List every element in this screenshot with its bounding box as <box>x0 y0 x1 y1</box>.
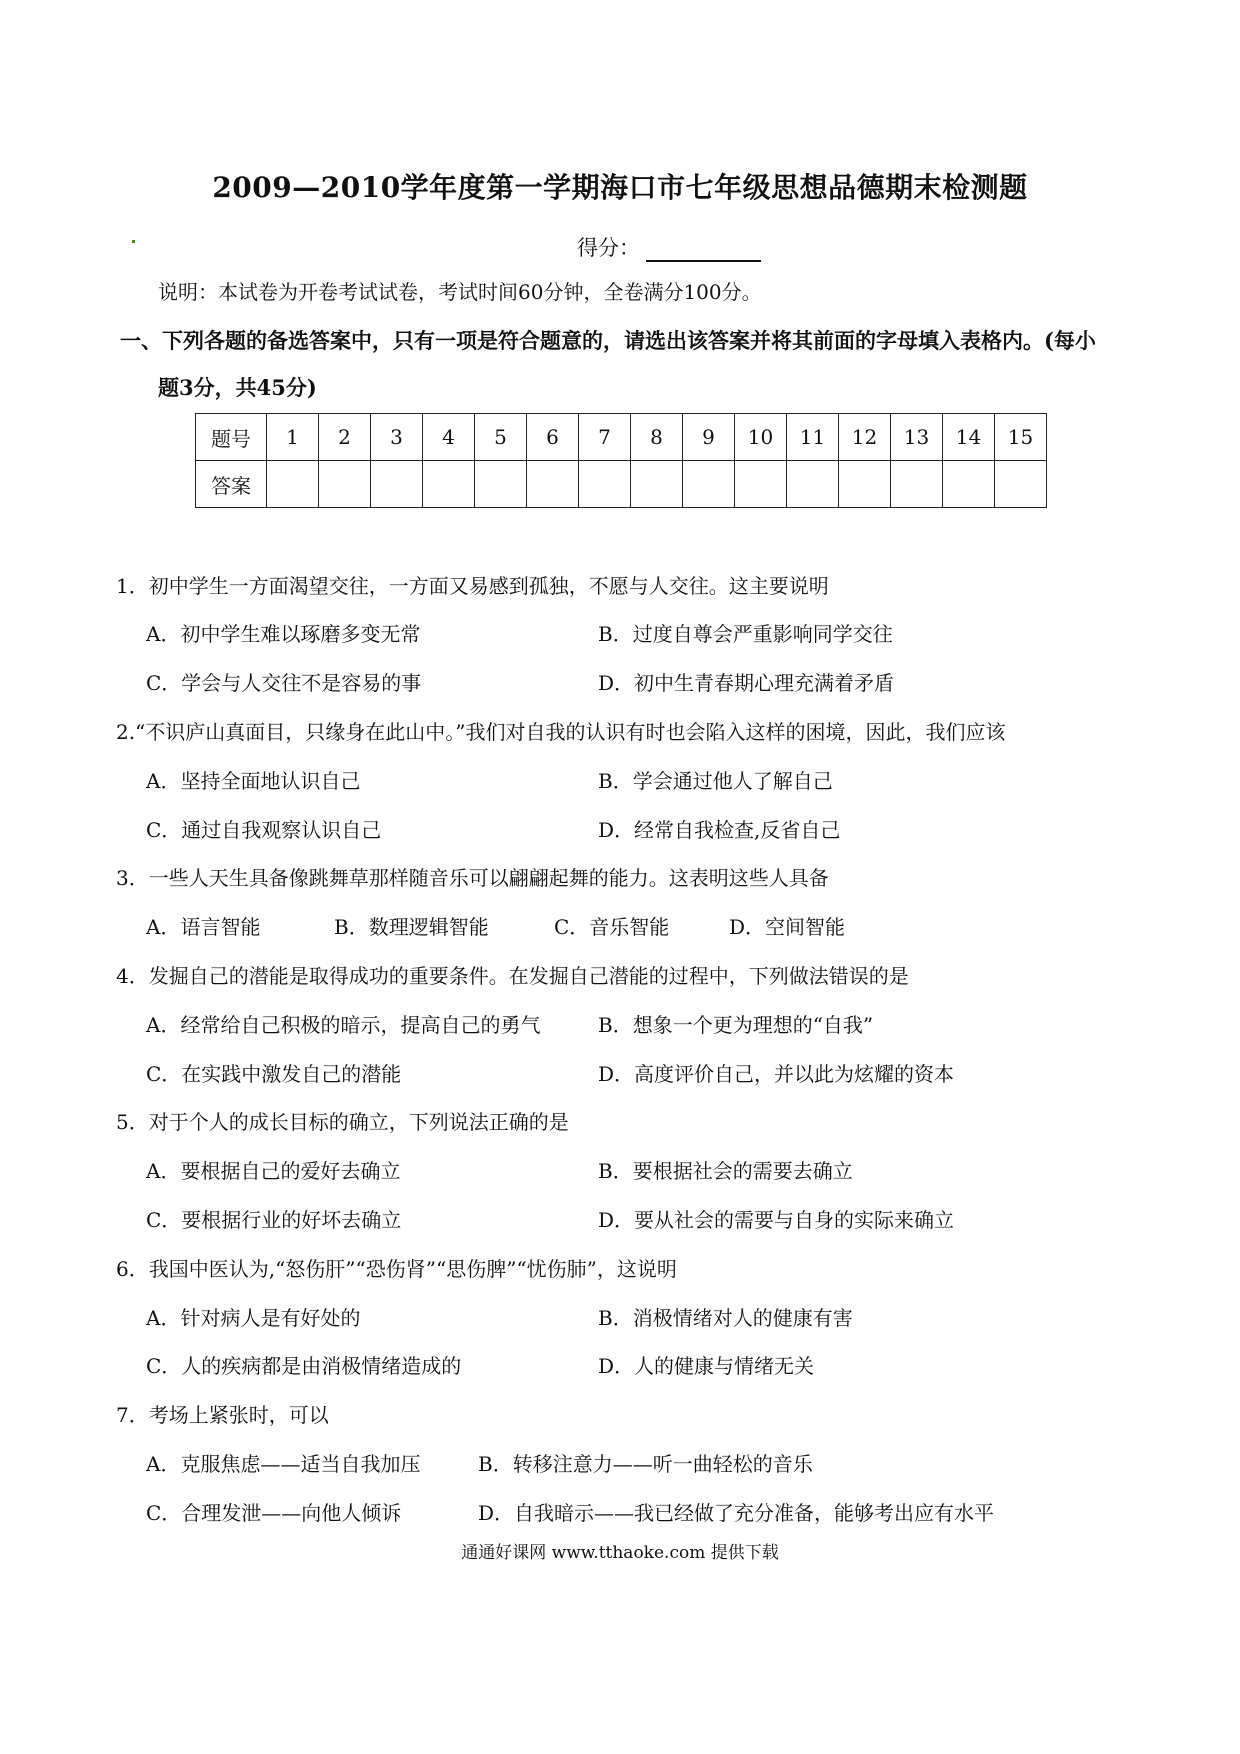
answer-cell[interactable] <box>423 461 475 508</box>
question-5-option-a: A．要根据自己的爱好去确立 <box>146 1159 401 1183</box>
exam-title: 2009—2010学年度第一学期海口市七年级思想品德期末检测题 <box>212 171 1028 204</box>
question-number-cell: 13 <box>891 414 943 461</box>
question-1-stem: 1．初中学生一方面渴望交往，一方面又易感到孤独，不愿与人交往。这主要说明 <box>116 574 829 598</box>
question-number-cell: 2 <box>319 414 371 461</box>
question-1-option-c: C．学会与人交往不是容易的事 <box>146 671 422 695</box>
question-number-cell: 6 <box>527 414 579 461</box>
answer-cell[interactable] <box>735 461 787 508</box>
exam-note: 说明：本试卷为开卷考试试卷，考试时间60分钟，全卷满分100分。 <box>158 280 762 304</box>
answer-cell[interactable] <box>683 461 735 508</box>
answer-cell[interactable] <box>267 461 319 508</box>
question-number-cell: 1 <box>267 414 319 461</box>
question-number-cell: 11 <box>787 414 839 461</box>
question-6-option-b: B．消极情绪对人的健康有害 <box>598 1306 853 1330</box>
question-3-stem: 3．一些人天生具备像跳舞草那样随音乐可以翩翩起舞的能力。这表明这些人具备 <box>116 866 829 890</box>
answer-cell[interactable] <box>475 461 527 508</box>
score-blank-line <box>646 238 761 262</box>
answer-cell[interactable] <box>371 461 423 508</box>
question-6-stem: 6．我国中医认为,“怒伤肝”“恐伤肾”“思伤脾”“忧伤肺”，这说明 <box>116 1257 677 1281</box>
question-2-stem: 2.“不识庐山真面目，只缘身在此山中。”我们对自我的认识有时也会陷入这样的困境，因此，我们应该 <box>116 720 1006 744</box>
question-5-stem: 5．对于个人的成长目标的确立，下列说法正确的是 <box>116 1110 569 1134</box>
question-1-option-b: B．过度自尊会严重影响同学交往 <box>598 622 893 646</box>
question-4-option-a: A．经常给自己积极的暗示，提高自己的勇气 <box>146 1013 541 1037</box>
question-4-option-d: D．高度评价自己，并以此为炫耀的资本 <box>598 1062 955 1086</box>
footer-source: 通通好课网 www.tthaoke.com 提供下载 <box>461 1543 779 1563</box>
question-5-option-b: B．要根据社会的需要去确立 <box>598 1159 853 1183</box>
question-2-option-c: C．通过自我观察认识自己 <box>146 818 382 842</box>
question-7-stem: 7．考场上紧张时，可以 <box>116 1403 329 1427</box>
question-4-option-b: B．想象一个更为理想的“自我” <box>598 1013 874 1037</box>
question-number-cell: 4 <box>423 414 475 461</box>
question-4-stem: 4．发掘自己的潜能是取得成功的重要条件。在发掘自己潜能的过程中，下列做法错误的是 <box>116 964 909 988</box>
question-3-option-d: D．空间智能 <box>729 915 846 939</box>
question-3-option-a: A．语言智能 <box>146 915 261 939</box>
question-2-option-d: D．经常自我检查,反省自己 <box>598 818 841 842</box>
section1-heading-line2: 题3分，共45分) <box>158 375 317 400</box>
answer-cell[interactable] <box>631 461 683 508</box>
question-number-cell: 8 <box>631 414 683 461</box>
answer-cell[interactable] <box>995 461 1047 508</box>
row-label-number: 题号 <box>196 414 267 461</box>
question-number-cell: 7 <box>579 414 631 461</box>
answer-table-number-row <box>196 414 1047 461</box>
question-5-option-c: C．要根据行业的好坏去确立 <box>146 1208 402 1232</box>
question-7-option-a: A．克服焦虑——适当自我加压 <box>146 1452 421 1476</box>
question-number-cell: 5 <box>475 414 527 461</box>
question-2-option-a: A．坚持全面地认识自己 <box>146 769 361 793</box>
question-number-cell: 12 <box>839 414 891 461</box>
answer-table-answer-row <box>196 461 1047 508</box>
question-6-option-a: A．针对病人是有好处的 <box>146 1306 361 1330</box>
answer-table <box>195 413 1047 508</box>
question-7-option-b: B．转移注意力——听一曲轻松的音乐 <box>478 1452 813 1476</box>
question-7-option-d: D．自我暗示——我已经做了充分准备，能够考出应有水平 <box>478 1501 995 1525</box>
answer-cell[interactable] <box>891 461 943 508</box>
question-6-option-c: C．人的疾病都是由消极情绪造成的 <box>146 1354 462 1378</box>
section1-heading-line1: 一、下列各题的备选答案中，只有一项是符合题意的，请选出该答案并将其前面的字母填入表格内。(每小 <box>120 328 1096 353</box>
answer-cell[interactable] <box>319 461 371 508</box>
question-number-cell: 10 <box>735 414 787 461</box>
question-number-cell: 3 <box>371 414 423 461</box>
ink-dot <box>132 240 135 243</box>
question-4-option-c: C．在实践中激发自己的潜能 <box>146 1062 402 1086</box>
row-label-answer: 答案 <box>196 461 267 508</box>
question-number-cell: 9 <box>683 414 735 461</box>
answer-cell[interactable] <box>839 461 891 508</box>
question-2-option-b: B．学会通过他人了解自己 <box>598 769 833 793</box>
question-1-option-d: D．初中生青春期心理充满着矛盾 <box>598 671 895 695</box>
question-1-option-a: A．初中学生难以琢磨多变无常 <box>146 622 421 646</box>
question-number-cell: 14 <box>943 414 995 461</box>
question-5-option-d: D．要从社会的需要与自身的实际来确立 <box>598 1208 955 1232</box>
answer-cell[interactable] <box>527 461 579 508</box>
question-number-cell: 15 <box>995 414 1047 461</box>
answer-cell[interactable] <box>579 461 631 508</box>
question-6-option-d: D．人的健康与情绪无关 <box>598 1354 815 1378</box>
question-7-option-c: C．合理发泄——向他人倾诉 <box>146 1501 402 1525</box>
score-field <box>577 232 761 262</box>
question-3-option-c: C．音乐智能 <box>554 915 670 939</box>
answer-cell[interactable] <box>943 461 995 508</box>
score-label: 得分： <box>577 236 640 260</box>
answer-cell[interactable] <box>787 461 839 508</box>
question-3-option-b: B．数理逻辑智能 <box>334 915 489 939</box>
